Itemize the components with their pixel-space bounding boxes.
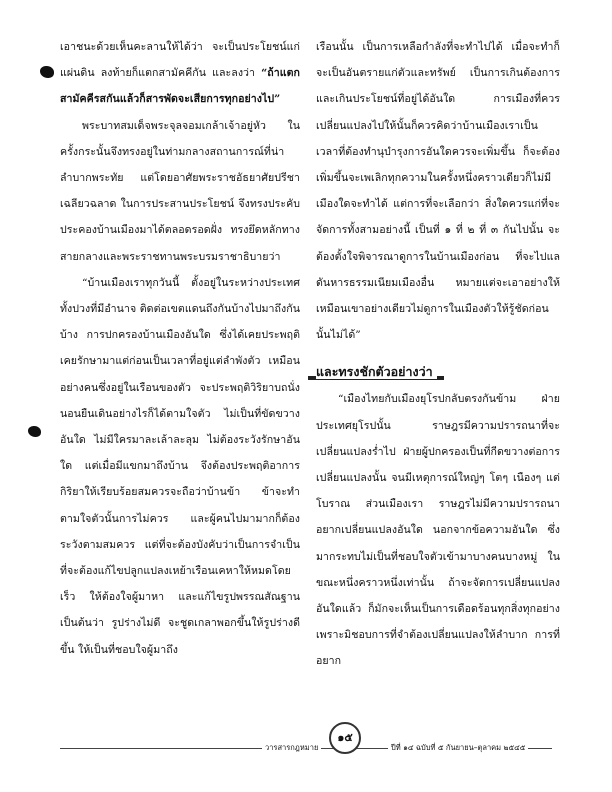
paragraph: เรือนนั้น เป็นการเหลือกำลังที่จะทำไปได้ เมื่อจะทำก็จะเป็นอันตรายแก่ตัวและทรัพย์ เป็นการเกินต้องการและเกินประโยชน์ที่อยู่ได้อันใด การเมืองที่ควรเปลี่ยนแปลงไปให้นั้นก็ควรคิดว่าบ้านเมืองเราเป็นเวลาที่ต้องทำนุบำรุงการอันใดควรจะเพิ่มขึ้น ก็จะต้องเพิ่มขึ้นจะเพเลิกทุกความในครั้งหนึ่งคราวเดียวก็ไม่มีเมืองใดจะทำได้ แต่การที่จะเลือกว่า สิ่งใดควรแก่ที่จะจัดการทั้งสามอย่างนี้ เป็นที่ ๑ ที่ ๒ ที่ ๓ กันไปนั้น จะต้องตั้งใจพิจารณาดูการในบ้านเมืองก่อน ที่จะไปแลดันหารธรรมเนียมเมืองอื่น หมายแต่จะเอาอย่างให้เหมือนเขาอย่างเดียวไม่ดูการในเมืองตัวให้รู้ชัดก่อนนั้นไม่ได้”: [316, 41, 560, 342]
paragraph: [60, 34, 300, 113]
page-number: ๑๕: [329, 722, 361, 754]
page-footer: [40, 720, 572, 760]
bold-quote: “ถ้าแตกสามัคคีรสกันแล้วก็สารพัดจะเสียการทุกอย่างไป”: [60, 67, 300, 106]
ink-blot-mark: [28, 426, 41, 437]
right-column: [316, 34, 560, 675]
paragraph: “เมืองไทยกับเมืองยุโรปกลับตรงกันข้าม ฝ่ายประเทศยุโรปนั้น ราษฎรมีความปรารถนาที่จะเปลี่ยนแปลงร่ำไป ฝ่ายผู้ปกครองเป็นที่กีดขวางต่อการเปลี่ยนแปลงนั้น จนมีเหตุการณ์ใหญ่ๆ โตๆ เนืองๆ แต่โบราณ ส่วนเมืองเรา ราษฎรไม่มีความปรารถนาอยากเปลี่ยนแปลงอันใด นอกจากข้อความอันใด ซึ่งมากระทบไม่เป็นที่ชอบใจตัวเข้ามาบางคนบางหมู่ ในขณะหนึ่งคราวหนึ่งเท่านั้น ถ้าจะจัดการเปลี่ยนแปลงอันใดแล้ว ก็มักจะเห็นเป็นการเดือดร้อนทุกสิ่งทุกอย่าง เพราะมิชอบการที่จำต้องเปลี่ยนแปลงให้ลำบาก การที่อยาก: [316, 393, 560, 668]
section-heading-text: และทรงชักตัวอย่างว่า: [316, 364, 437, 379]
magazine-name: วารสารกฎหมาย: [262, 742, 321, 754]
issue-info: ปีที่ ๑๔ ฉบับที่ ๕ กันยายน–ตุลาคม ๒๕๔๕: [388, 742, 528, 754]
section-heading: [316, 362, 560, 382]
left-column: [60, 34, 300, 663]
paragraph-text: เอาชนะด้วยเห็นคะลานให้ได้ว่า จะเป็นประโยชน์แก่แผ่นดิน ลงท้ายก็แตกสามัคคีกัน และลงว่า: [60, 41, 300, 80]
paragraph: “บ้านเมืองเราทุกวันนี้ ตั้งอยู่ในระหว่างประเทศทั้งปวงที่มีอำนาจ ติดต่อเขตแดนถึงกันบ้างไปมาถึงกันบ้าง การปกครองบ้านเมืองอันใด ซึ่งได้เคยประพฤติเคยรักษามาแต่ก่อนเป็นเวลาที่อยู่แต่ลำพังตัว เหมือนอย่างคนซึ่งอยู่ในเรือนของตัว จะประพฤติวิริยาบถนั่งนอนยืนเดินอย่างไรก็ได้ตามใจตัว ไม่เป็นที่ขัดขวางอันใด ไม่มีใครมาละเล้าละลุม ไม่ต้องระวังรักษาอันใด แต่เมื่อมีแขกมาถึงบ้าน จึงต้องประพฤติอาการกิริยาให้เรียบร้อยสมควรจะถือว่าบ้านข้า ข้าจะทำตามใจตัวนั้นการไม่ควร และผู้คนไปมามากก็ต้องระวังตามสมควร แต่ที่จะต้องบังคับว่าเป็นการจำเป็นที่จะต้องแก้ไขปลูกแปลงเหย้าเรือนเคหาให้หมดโดยเร็ว ให้ต้องใจผู้มาหา และแก้ไขรูปพรรณสัณฐาน เป็นต้นว่า รูปร่างไม่ดี จะชูดเกลาพอกขึ้นให้รูปร่างดีขึ้น ให้เป็นที่ชอบใจผู้มาถึง: [60, 276, 300, 656]
paragraph: พระบาทสมเด็จพระจุลจอมเกล้าเจ้าอยู่หัว ในครั้งกระนั้นจึงทรงอยู่ในท่ามกลางสถานการณ์ที่น่าลำบากพระทัย แต่โดยอาศัยพระราชอัธยาศัยปรีชาเฉลียวฉลาด ในการประสานประโยชน์ จึงทรงประคับประคองบ้านเมืองมาได้ตลอดรอดฝั่ง ทรงยึดหลักทางสายกลางและพระราชทานพระบรมราชาธิบายว่า: [60, 119, 300, 263]
ink-blot-mark: [40, 66, 54, 78]
